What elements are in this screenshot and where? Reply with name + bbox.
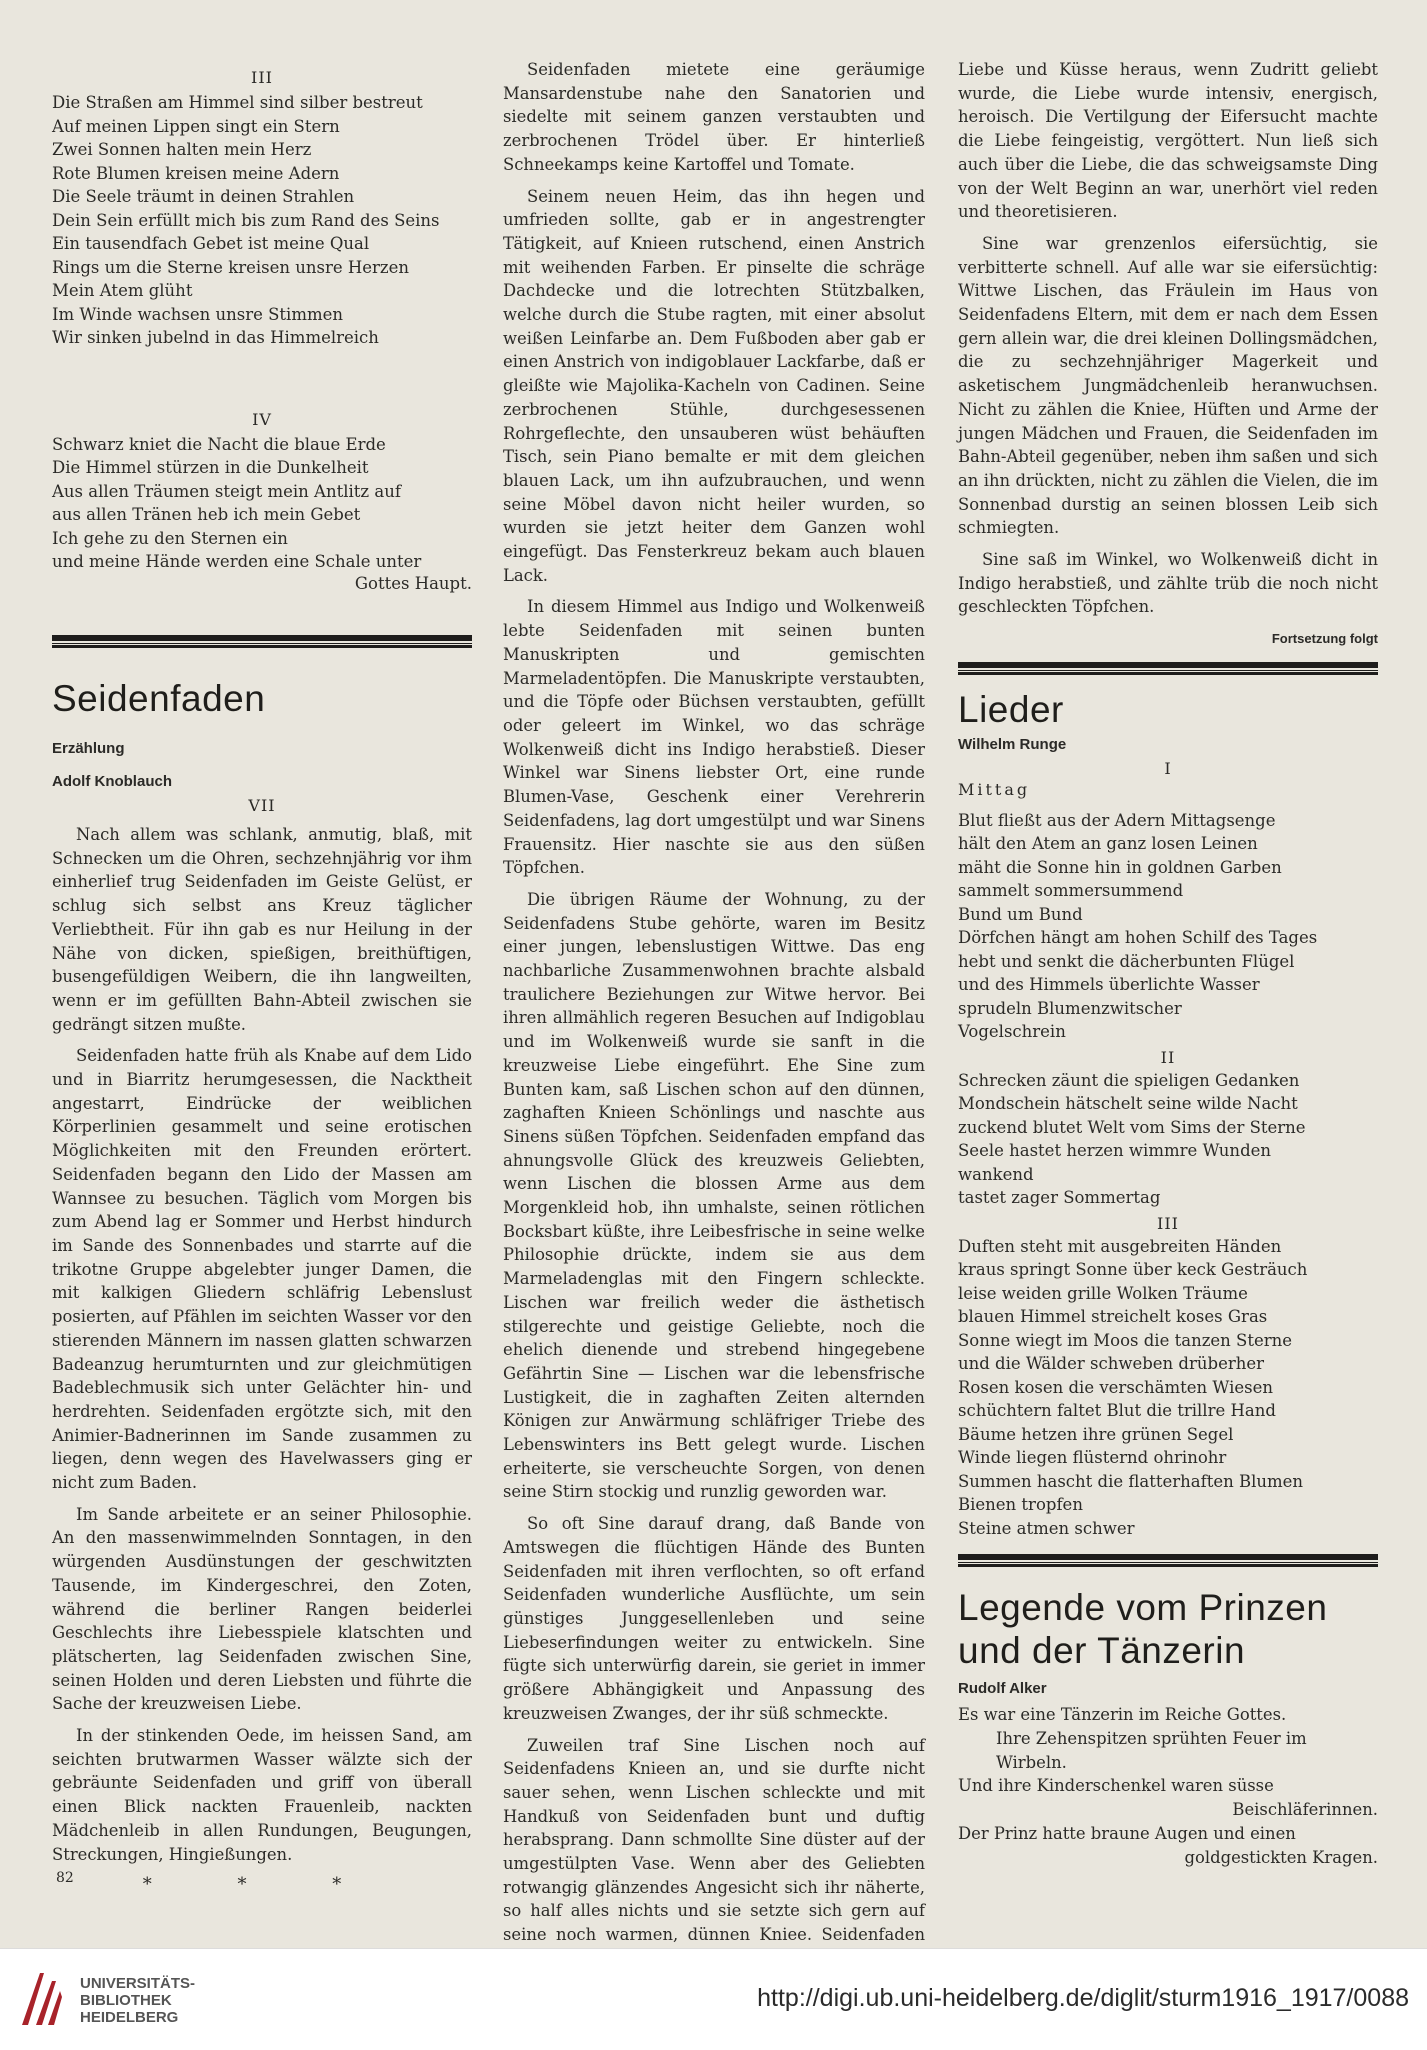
poem-line: Bäume hetzen ihre grünen Segel [958,1424,1234,1444]
column-2 [503,58,925,1979]
poem-line: Ein tausendfach Gebet ist meine Qual [52,234,370,253]
lieder-part-lines [958,809,1378,1044]
poem-line: Wir sinken jubelnd in das Himmelreich [52,328,379,347]
legende-title: Legende vom Prinzen und der Tänzerin [958,1587,1328,1671]
poem-line: mäht die Sonne hin in goldnen Garben [958,857,1282,877]
paragraph: Sine saß im Winkel, wo Wolkenweiß dicht in Indigo herabstieß, und zählte trüb die noch nicht geschleckten Töpfchen. [958,550,1378,617]
footer-bar [0,1948,1427,2050]
poem-line: Mein Atem glüht [52,281,193,300]
paragraph: Seidenfaden mietete eine geräumige Mansardenstube nahe den Sanatorien und siedelte mit seinem ganzen verstaubten und zerbrochenen Trödel über. Er hinterließ Schneekamps keine Kartoffel und Tomate. [503,60,925,174]
story-text [52,823,472,1866]
poem-line: Bund um Bund [958,904,1083,924]
legende-line: Beischläferinnen. [1232,1800,1378,1820]
poem-line: aus allen Tränen heb ich mein Gebet [52,505,361,524]
poem-3-numeral: III [251,68,273,87]
paragraph: Zuweilen traf Sine Lischen noch auf Seidenfadens Knieen an, und sie durfte nicht sauer sehen, wenn Lischen schleckte und mit Handkuß von Seidenfaden bunt und duftig herabsprang. Dann schmollte Sine düster auf der umgestülpten Vase. Wenn aber des Geliebten rotwangig glänzendes Angesicht sich ihr näherte, so half alles nichts und sie setzte sich gern auf seine noch warmen, dünnen Kniee. Seidenfaden [503,1735,925,1945]
poem-signature: Gottes Haupt. [354,573,472,593]
poem-line: Schrecken zäunt die spieligen Gedanken [958,1070,1300,1090]
lieder-part-numeral: II [1160,1047,1176,1067]
poem-line: leise weiden grille Wolken Träume [958,1283,1248,1303]
poem-line: Die Himmel stürzen in die Dunkelheit [52,458,369,477]
poem-line: Bienen tropfen [958,1495,1083,1515]
paragraph: Sine war grenzenlos eifersüchtig, sie verbitterte schnell. Auf alle war sie eifersüchtig: Wittwe Lischen, das Fräulein im Haus von Seidenfadens Eltern, mit dem er nach dem Essen gern allein war, die drei kleinen Dollingsmädchen, die zu sechzehnjähriger Magerkeit und asketischem Jungmädchenleib heranwuchsen. Nicht zu zählen die Kniee, Hüften und Arme der jungen Mädchen und Frauen, die Seidenfaden im Bahn-Abteil gegenüber, neben ihm saßen und sich an ihn drückten, nicht zu zählen die Vielen, die im Sonnenbad durstig an seinen blossen Leib sich schmiegten. [958,233,1378,538]
library-name-line: BIBLIOTHEK [80,1992,172,2009]
poem-line: Aus allen Träumen steigt mein Antlitz auf [52,481,401,501]
poem-line: Rote Blumen kreisen meine Adern [52,163,340,183]
library-name-line: HEIDELBERG [80,2009,179,2026]
paragraph: So oft Sine darauf drang, daß Bande von Amtswegen die flüchtigen Hände des Bunten Seidenfaden mit ihren verflochten, so oft erfand Seidenfaden wunderliche Ausflüchte, um sein günstiges Junggesellenleben und seine Liebeserfindungen weiter zu entwickeln. Sine fügte sich unterwürfig darein, sie geriet in immer größere Abhängigkeit und Anpassung des kreuzweisen Zwanges, der ihr süß schmeckte. [503,1514,925,1723]
paragraph: In diesem Himmel aus Indigo und Wolkenweiß lebte Seidenfaden mit seinen bunten Manuskripten und gemischten Marmeladentöpfen. Die Manuskripte verstaubten, und die Töpfe oder Büchsen verstaubten, gefüllt oder geleert im Winkel, wo das schräge Wolkenweiß dicht ins Indigo herabstieß. Dieser Winkel war Sinens liebster Ort, eine runde Blumen-Vase, Geschenk einer Verehrerin Seidenfadens, lag dort umgestülpt und war Sinens Frauensitz. Hier naschte sie aus den süßen Töpfchen. [503,597,925,878]
legende-line: Und ihre Kinderschenkel waren süsse [958,1776,1274,1796]
story-author: Adolf Knoblauch [52,773,172,791]
story-title: Seidenfaden [52,677,266,719]
story-chapter: VII [248,796,276,816]
poem-line: Blut fließt aus der Adern Mittagsenge [958,810,1276,830]
poem-line: Dein Sein erfüllt mich bis zum Rand des Seins [52,210,440,230]
poem-line: Dörfchen hängt am hohen Schilf des Tages [958,928,1318,948]
paragraph: Seidenfaden hatte früh als Knabe auf dem Lido und in Biarritz herumgesessen, die Nacktheit angestarrt, Eindrücke der weiblichen Körperlinien gesammelt und seine erotischen Möglichkeiten mit den Freunden erörtert. Seidenfaden begann den Lido der Massen am Wannsee zu besuchen. Täglich vom Morgen bis zum Abend lag er Sommer und Herbst hindurch im Sande des Sonnenbades und starrte auf die trikotne Gruppe abgelebter junger Damen, die mit kalkigen Gliedern schläfrig Lebenslust posierten, auf Pfählen im seichten Wasser vor den stierenden Männern im nassen glatten schwarzen Badeanzug herumturnten und zur gleichmütigen Badeblechmusik sich unter Gelächter hin- und herdrehten. Seidenfaden ergötzte sich, mit den Animier-Badnerinnen im Sande zusammen zu liegen, denn wegen des Havelwassers ging er nicht zum Baden. [52,1046,472,1493]
lieder-part-lines [958,1069,1378,1210]
lieder-poems [958,759,1378,1541]
poem-line: zuckend blutet Welt vom Sims der Sterne [958,1117,1306,1137]
poem-line: Vogelschrein [958,1022,1066,1042]
library-logo-icon [18,1969,64,2029]
story-continuation [503,58,925,1971]
poem-line: Steine atmen schwer [958,1518,1135,1538]
lieder-part-lines [958,1235,1378,1541]
paragraph: Nach allem was schlank, anmutig, blaß, mit Schnecken um die Ohren, sechzehnjährig vor ihm einherlief trug Seidenfaden im Geiste Gelüst, er schlug sich selbst ans Kreuz täglicher Verliebtheit. Für ihn gab es nur Heilung in der Nähe von dicken, spießigen, breithüftigen, busengefüldigen Weibern, die ihn langweilten, wenn er im gefüllten Bahn-Abteil zwischen sie gedrängt sitzen mußte. [52,825,472,1034]
poem-4-numeral: IV [252,409,272,429]
poem-line: Winde liegen flüsternd ohrinohr [958,1448,1227,1468]
lieder-part-numeral: I [1164,758,1172,778]
poem-line: Seele hastet herzen wimmre Wunden [958,1141,1272,1161]
library-name-line: UNIVERSITÄTS- [80,1975,196,1992]
paragraph: Seinem neuen Heim, das ihn hegen und umfrieden sollte, gab er in angestrengter Tätigkeit, auf Knieen rutschend, einen Anstrich mit weihenden Farben. Er pinselte die schräge Dachdecke und die lotrechten Stützbalken, welche durch die Stube ragten, mit einer absolut weißen Leinfarbe an. Dem Fußboden aber gab er einen Anstrich von indigoblauer Lackfarbe, daß er gleißte wie Majolika-Kacheln von Cadinen. Seine zerbrochenen Stühle, durchgesessenen Rohrgeflechte, den unsauberen wüst behäuften Tisch, sein Piano bemalte er mit dem gleichen blauen Lack, um ihn aufzubrauchen, und wenn seine Möbel davon nicht heiler wurden, so wurden sie jetzt heiter dem Ganzen wohl eingefügt. Das Fensterkreuz bekam auch blauen Lack. [503,186,925,585]
poem-line: Im Winde wachsen unsre Stimmen [52,304,343,324]
poem-line: Duften steht mit ausgebreiten Händen [958,1236,1282,1256]
section-stars: * * * [142,1874,382,1896]
poem-line: sprudeln Blumenzwitscher [958,998,1182,1018]
continued-note: Fortsetzung folgt [1271,631,1378,647]
poem-line: hebt und senkt die dächerbunten Flügel [958,951,1295,971]
poem-line: Auf meinen Lippen singt ein Stern [52,116,340,136]
page-number: 82 [56,1870,74,1886]
legende-author: Rudolf Alker [958,1680,1047,1698]
paragraph: Im Sande arbeitete er an seiner Philosophie. An den massenwimmelnden Sonntagen, in den würgenden Ausdünstungen der geschwitzten Tausende, im Kindergeschrei, den Zoten, während die berliner Rangen beiderlei Geschlechts ihre Liebesspiele klatschten und plätscherten, lag Seidenfaden zwischen Sine, seinen Holden und deren Liebsten und führte die Sache der kreuzweisen Liebe. [52,1504,472,1714]
legende-line: Der Prinz hatte braune Augen und einen [958,1823,1296,1843]
poem-line: Sonne wiegt im Moos die tanzen Sterne [958,1330,1292,1350]
legende-line: Es war eine Tänzerin im Reiche Gottes. [958,1705,1287,1725]
poem-line: Ich gehe zu den Sternen ein [52,528,288,548]
lieder-part-numeral: III [1157,1213,1179,1233]
poem-line: Zwei Sonnen halten mein Herz [52,140,312,159]
legende-line: goldgestickten Kragen. [1184,1847,1378,1867]
library-name [80,1975,195,2026]
poem-line: Rings um die Sterne kreisen unsre Herzen [52,257,409,277]
poem-line: und die Wälder schweben drüberher [958,1354,1264,1374]
poem-line: Mondschein hätschelt seine wilde Nacht [958,1094,1298,1114]
lieder-author: Wilhelm Runge [958,735,1067,753]
source-url[interactable]: http://digi.ub.uni-heidelberg.de/diglit/sturm1916_1917/0088 [757,1984,1409,2012]
poem-line: schüchtern faltet Blut die trillre Hand [958,1401,1276,1421]
legende-line: Ihre Zehenspitzen sprühten Feuer im Wirbeln. [996,1729,1307,1772]
column-3 [958,58,1378,1869]
poem-line: Rosen kosen die verschämten Wiesen [958,1377,1273,1397]
legende-text [958,1703,1378,1869]
poem-line: und meine Hände werden eine Schale unter [52,552,422,571]
poem-line: Schwarz kniet die Nacht die blaue Erde [52,434,386,454]
poem-line: kraus springt Sonne über keck Gesträuch [958,1260,1308,1280]
paragraph: In der stinkenden Oede, im heissen Sand, am seichten brutwarmen Wasser wälzte sich der gebräunte Seidenfaden und griff von überall einen Blick nackten Frauenleib, nackten Mädchenleib in allen Rundungen, Beugungen, Streckungen, Hingießungen. [52,1726,472,1864]
poem-line: blauen Himmel streichelt koses Gras [958,1307,1268,1327]
section-divider [52,635,472,648]
section-divider [958,662,1378,675]
story-ending [958,58,1378,619]
paragraph: Die übrigen Räume der Wohnung, zu der Seidenfadens Stube gehörte, waren im Besitz einer jungen, lebenslustigen Wittwe. Das eng nachbarliche Zusammenwohnen brachte alsbald traulichere Beziehungen zur Witwe hervor. Bei ihren allmählich regeren Besuchen auf Indigoblau und im Wolkenweiß wurde sie sanft in die kreuzweise Liebe eingeführt. Ehe Sine zum Bunten kam, saß Lischen schon auf den dünnen, zaghaften Knieen Schönlings und naschte aus Sinens süßen Töpfchen. Seidenfaden empfand das ahnungsvolle Glück des kreuzweis Geliebten, wenn Lischen die blossen Arme aus dem Morgenkleid hob, ihn umhalste, seinen rötlichen Bocksbart küßte, ihre Leibesfrische in seine welke Philosophie drückte, indem sie aus dem Marmeladenglas mit den Fingern schleckte. Lischen war freilich weder die ästhetisch stilgerechte und geistige Geliebte, noch die ehelich dienende und strebend hingegebene Gefährtin Sine — Lischen war die lebensfrische Lustigkeit, die in zaghaften Zeiten alternden Königen zur Anwärmung schläfriger Triebe des Lebenswinters ins Bett gelegt wurde. Lischen erheiterte, sie verscheuchte Sorgen, von denen seine Stirn stockig und runzlig geworden war. [503,889,925,1502]
column-1 [52,58,472,1895]
poem-line: hält den Atem an ganz losen Leinen [958,834,1258,854]
poem-3 [52,91,472,350]
section-divider [958,1554,1378,1567]
poem-line: Summen hascht die flatterhaften Blumen [958,1471,1304,1491]
paragraph: Liebe und Küsse heraus, wenn Zudritt geliebt wurde, die Liebe wurde intensiv, energisch, heroisch. Die Vertilgung der Eifersucht machte die Liebe feingeistig, vergöttert. Nun ließ sich auch über die Liebe, die das schweigsamste Ding von der Welt Beginn an war, unerhört viel reden und theoretisieren. [958,60,1378,222]
poem-line: wankend [958,1164,1034,1184]
poem-line: Die Seele träumt in deinen Strahlen [52,187,355,206]
poem-4 [52,433,472,574]
poem-line: Die Straßen am Himmel sind silber bestreut [52,93,423,112]
poem-line: tastet zager Sommertag [958,1188,1161,1208]
poem-line: und des Himmels überlichte Wasser [958,975,1260,995]
lieder-title: Lieder [958,689,1064,731]
lieder-part-subtitle: Mittag [958,779,1031,799]
poem-line: sammelt sommersummend [958,881,1184,901]
story-genre: Erzählung [52,740,125,758]
